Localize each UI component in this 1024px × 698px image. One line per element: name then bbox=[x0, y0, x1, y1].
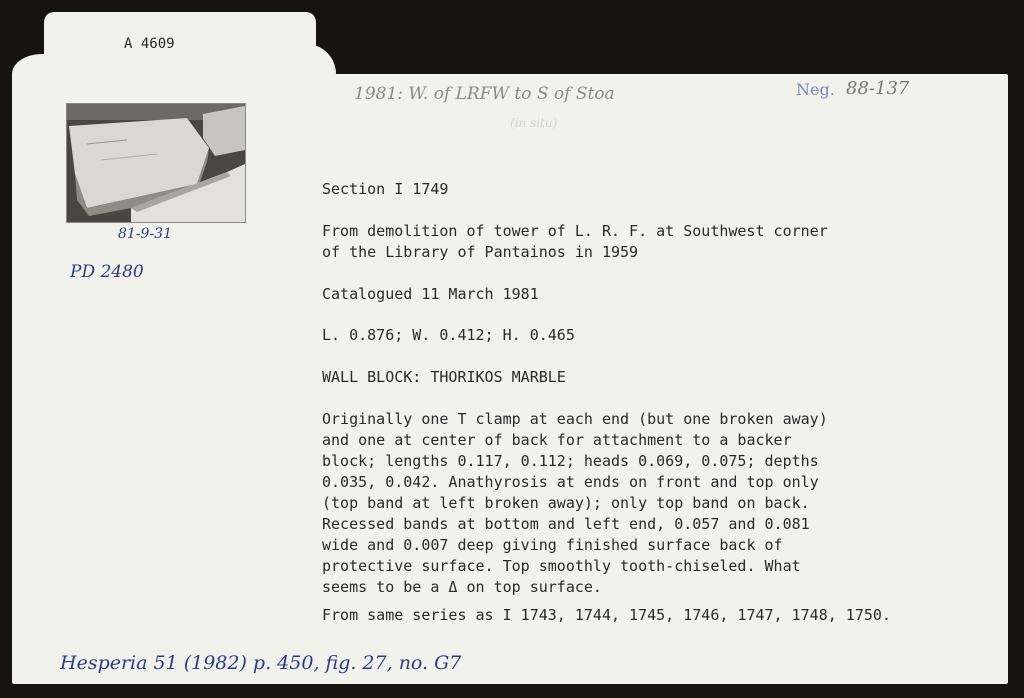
description-line: and one at center of back for attachment to a backer bbox=[322, 431, 792, 449]
description-line: seems to be a Δ on top surface. bbox=[322, 578, 602, 596]
description-line: Recessed bands at bottom and left end, 0.057 and 0.081 bbox=[322, 515, 810, 533]
catalogued-date: Catalogued 11 March 1981 bbox=[322, 285, 539, 303]
description-line: 0.035, 0.042. Anathyrosis at ends on front and top only bbox=[322, 473, 819, 491]
marble-block-image bbox=[67, 104, 245, 222]
pd-number: PD 2480 bbox=[70, 262, 144, 282]
card-tab-edge-right bbox=[300, 44, 336, 78]
bibliographic-reference: Hesperia 51 (1982) p. 450, fig. 27, no. G7 bbox=[60, 652, 462, 674]
description-line: (top band at left broken away); only top band on back. bbox=[322, 494, 810, 512]
neg-value: 88-137 bbox=[846, 78, 910, 99]
photo-date: 81-9-31 bbox=[118, 226, 172, 242]
description-line: Originally one T clamp at each end (but one broken away) bbox=[322, 410, 828, 428]
description-line: block; lengths 0.117, 0.112; heads 0.069, 0.075; depths bbox=[322, 452, 819, 470]
tab-label: A 4609 bbox=[124, 36, 175, 52]
object-title: WALL BLOCK: THORIKOS MARBLE bbox=[322, 368, 566, 386]
neg-label: Neg. bbox=[796, 80, 835, 99]
block-photo bbox=[66, 103, 246, 223]
faint-note: (in situ) bbox=[510, 116, 558, 130]
dimensions: L. 0.876; W. 0.412; H. 0.465 bbox=[322, 326, 575, 344]
location-note: 1981: W. of LRFW to S of Stoa bbox=[354, 84, 615, 104]
section-number: Section I 1749 bbox=[322, 180, 449, 198]
series-line: From same series as I 1743, 1744, 1745, 1746, 1747, 1748, 1750. bbox=[322, 606, 891, 624]
provenance-line-2: of the Library of Pantainos in 1959 bbox=[322, 243, 639, 261]
description-line: protective surface. Top smoothly tooth-chiseled. What bbox=[322, 557, 801, 575]
description-line: wide and 0.007 deep giving finished surface back of bbox=[322, 536, 783, 554]
provenance-line-1: From demolition of tower of L. R. F. at Southwest corner bbox=[322, 222, 828, 240]
